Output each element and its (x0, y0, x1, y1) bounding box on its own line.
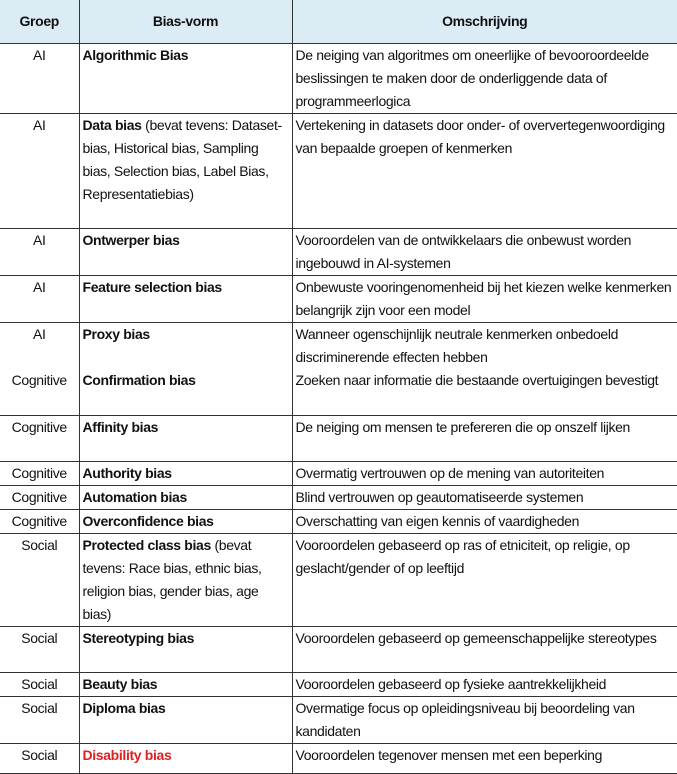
table-row (0, 485, 677, 509)
table-row (0, 415, 677, 461)
bias-name-cell (79, 229, 292, 276)
bias-name-cell (79, 461, 292, 485)
table-row (0, 114, 677, 229)
description-cell: Overschatting van eigen kennis of vaardigheden (292, 509, 677, 533)
description-cell: De neiging van algoritmes om oneerlijke of bevooroordeelde beslissingen te maken door de onderliggende data of programmeerlogica (292, 44, 677, 114)
bias-name-cell (79, 533, 292, 626)
bias-name: Protected class bias (82, 536, 211, 553)
bias-name-cell (79, 415, 292, 461)
description-cell: Overmatig vertrouwen op de mening van autoriteiten (292, 461, 677, 485)
header-row (0, 0, 677, 44)
bias-name-cell (79, 44, 292, 114)
description-cell: Vertekening in datasets door onder- of oververtegenwoordiging van bepaalde groepen of kenmerken (292, 114, 677, 229)
bias-name-cell (79, 509, 292, 533)
description-cell: Zoeken naar informatie die bestaande overtuigingen bevestigt (292, 369, 677, 415)
bias-name-cell (79, 323, 292, 370)
bias-name: Ontwerper bias (82, 232, 180, 248)
bias-name-cell (79, 626, 292, 672)
header-groep: Groep (0, 0, 79, 44)
group-cell: Social (0, 696, 79, 743)
table-row (0, 743, 677, 773)
description-cell: Onbewuste vooringenomenheid bij het kiezen welke kenmerken belangrijk zijn voor een model (292, 276, 677, 323)
table-row (0, 323, 677, 370)
bias-name: Proxy bias (82, 326, 150, 342)
bias-name-cell (79, 369, 292, 415)
bias-name: Affinity bias (82, 418, 159, 435)
bias-name-cell (79, 276, 292, 323)
group-cell: Cognitive (0, 461, 79, 485)
description-cell: Overmatige focus op opleidingsniveau bij beoordeling van kandidaten (292, 696, 677, 743)
bias-name: Data bias (82, 117, 142, 133)
bias-name: Stereotyping bias (82, 629, 195, 646)
description-cell: Vooroordelen gebaseerd op gemeenschappelijke stereotypes (292, 626, 677, 672)
description-cell: Vooroordelen van de ontwikkelaars die onbewust worden ingebouwd in AI-systemen (292, 229, 677, 276)
group-cell: AI (0, 229, 79, 276)
table-row (0, 509, 677, 533)
group-cell: Social (0, 672, 79, 696)
table-row (0, 44, 677, 114)
table-row (0, 626, 677, 672)
bias-name: Disability bias (82, 746, 172, 763)
bias-name: Overconfidence bias (82, 512, 214, 529)
description-cell: Vooroordelen gebaseerd op ras of etniciteit, op religie, op geslacht/gender of op leeftijd (292, 533, 677, 626)
bias-name-cell (79, 672, 292, 696)
table-row (0, 696, 677, 743)
bias-name: Feature selection bias (82, 279, 222, 295)
group-cell: Social (0, 533, 79, 626)
table-row (0, 229, 677, 276)
table-row (0, 461, 677, 485)
group-cell: Cognitive (0, 369, 79, 415)
description-cell: Vooroordelen gebaseerd op fysieke aantrekkelijkheid (292, 672, 677, 696)
description-cell: De neiging om mensen te prefereren die op onszelf lijken (292, 415, 677, 461)
bias-note: (bevat tevens: Dataset-bias, Historical bias, Sampling bias, Selection bias, Label Bias, Representatiebias) (82, 117, 282, 202)
group-cell: Social (0, 743, 79, 773)
bias-name: Diploma bias (82, 699, 166, 716)
table-row (0, 672, 677, 696)
bias-name: Algorithmic Bias (82, 47, 189, 63)
table-row (0, 533, 677, 626)
bias-note: (bevat tevens: Race bias, ethnic bias, religion bias, gender bias, age bias) (82, 536, 262, 622)
bias-name: Automation bias (82, 488, 187, 505)
header-omschrijving: Omschrijving (292, 0, 677, 44)
bias-name-cell (79, 696, 292, 743)
description-cell: Blind vertrouwen op geautomatiseerde systemen (292, 485, 677, 509)
bias-name-cell (79, 114, 292, 229)
group-cell: AI (0, 276, 79, 323)
bias-name-cell (79, 485, 292, 509)
group-cell: Social (0, 626, 79, 672)
group-cell: Cognitive (0, 485, 79, 509)
description-cell: Wanneer ogenschijnlijk neutrale kenmerken onbedoeld discriminerende effecten hebben (292, 323, 677, 370)
bias-name: Confirmation bias (82, 372, 196, 388)
table-row (0, 369, 677, 415)
group-cell: AI (32, 326, 46, 342)
group-cell: AI (0, 114, 79, 229)
description-cell: Vooroordelen tegenover mensen met een beperking (292, 743, 677, 773)
group-cell: Cognitive (0, 415, 79, 461)
bias-name: Beauty bias (82, 675, 158, 692)
group-cell: Cognitive (0, 509, 79, 533)
bias-name-cell (79, 743, 292, 773)
header-bias-vorm: Bias-vorm (79, 0, 292, 44)
group-cell: AI (0, 44, 79, 114)
bias-name: Authority bias (82, 464, 172, 481)
table-row (0, 276, 677, 323)
